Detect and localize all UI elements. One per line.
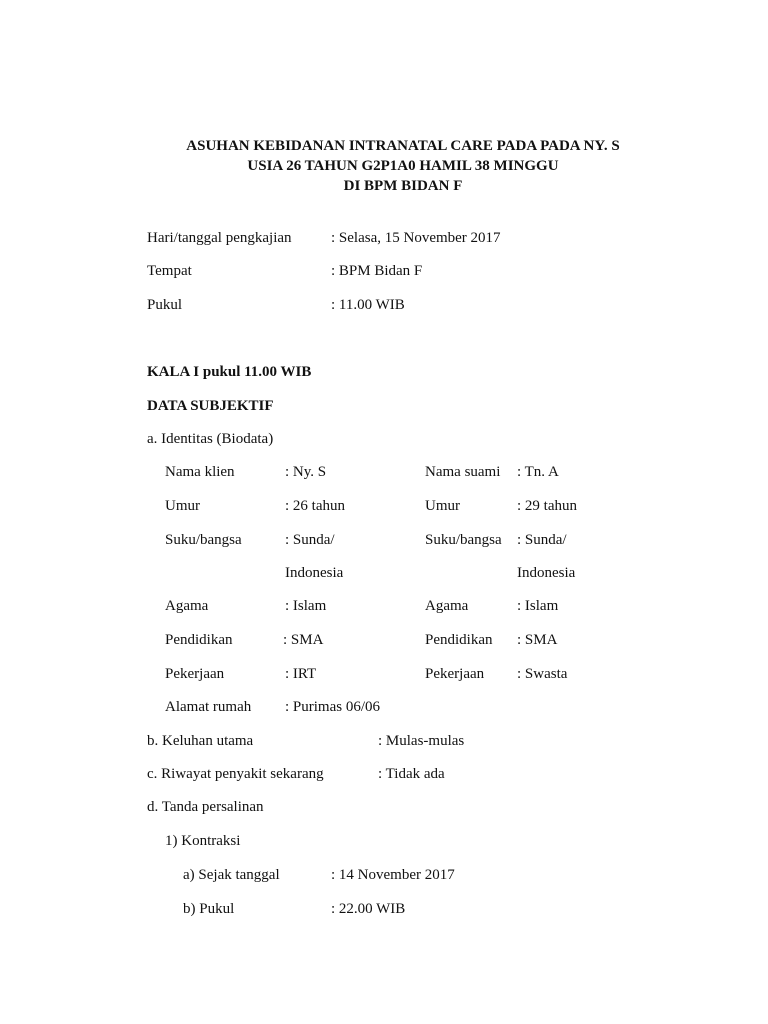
tanda-heading: d. Tanda persalinan bbox=[147, 799, 264, 815]
field-label: Umur bbox=[165, 498, 200, 514]
field-value: : Sunda/ bbox=[517, 532, 567, 548]
keluhan-value: : Mulas-mulas bbox=[378, 733, 465, 749]
info-value-time: : 11.00 WIB bbox=[331, 297, 405, 313]
field-label: Alamat rumah bbox=[165, 699, 252, 715]
field-value: : Islam bbox=[285, 598, 327, 614]
field-label: Agama bbox=[425, 598, 469, 614]
section-subjektif-heading: DATA SUBJEKTIF bbox=[147, 398, 274, 414]
info-value-place: : BPM Bidan F bbox=[331, 263, 423, 279]
field-label: Pendidikan bbox=[165, 632, 233, 648]
riwayat-value: : Tidak ada bbox=[378, 766, 445, 782]
identitas-heading: a. Identitas (Biodata) bbox=[147, 431, 274, 447]
field-label: Suku/bangsa bbox=[165, 532, 242, 548]
title-line-3: DI BPM BIDAN F bbox=[343, 178, 463, 194]
section-kala-heading: KALA I pukul 11.00 WIB bbox=[147, 364, 312, 380]
riwayat-label: c. Riwayat penyakit sekarang bbox=[147, 766, 324, 782]
field-label: Pendidikan bbox=[425, 632, 493, 648]
title-line-1: ASUHAN KEBIDANAN INTRANATAL CARE PADA PADA NY. S bbox=[186, 138, 620, 154]
field-label: Agama bbox=[165, 598, 209, 614]
field-label: Umur bbox=[425, 498, 460, 514]
field-label: Pekerjaan bbox=[165, 666, 225, 682]
field-label: Nama suami bbox=[425, 464, 501, 480]
tanda-item-label: a) Sejak tanggal bbox=[183, 867, 280, 883]
field-value: : 29 tahun bbox=[517, 498, 577, 514]
field-label: Pekerjaan bbox=[425, 666, 485, 682]
field-value: : Swasta bbox=[517, 666, 568, 682]
info-label-time: Pukul bbox=[147, 297, 183, 313]
field-value: : Islam bbox=[517, 598, 559, 614]
field-value: : Purimas 06/06 bbox=[285, 699, 381, 715]
field-value: : SMA bbox=[283, 632, 324, 648]
info-label-date: Hari/tanggal pengkajian bbox=[147, 230, 292, 246]
tanda-item-label: b) Pukul bbox=[183, 901, 235, 917]
tanda-item-value: : 14 November 2017 bbox=[331, 867, 455, 883]
field-label: Nama klien bbox=[165, 464, 235, 480]
info-value-date: : Selasa, 15 November 2017 bbox=[331, 230, 501, 246]
field-value: : Ny. S bbox=[285, 464, 327, 480]
field-value: : Sunda/ bbox=[285, 532, 335, 548]
field-value-continued: Indonesia bbox=[517, 565, 576, 581]
info-label-place: Tempat bbox=[147, 263, 192, 279]
field-value: : IRT bbox=[285, 666, 317, 682]
tanda-subheading: 1) Kontraksi bbox=[165, 833, 241, 849]
field-value: : 26 tahun bbox=[285, 498, 345, 514]
field-label: Suku/bangsa bbox=[425, 532, 502, 548]
field-value: : Tn. A bbox=[517, 464, 559, 480]
tanda-item-value: : 22.00 WIB bbox=[331, 901, 406, 917]
field-value-continued: Indonesia bbox=[285, 565, 344, 581]
title-line-2: USIA 26 TAHUN G2P1A0 HAMIL 38 MINGGU bbox=[247, 158, 559, 174]
field-value: : SMA bbox=[517, 632, 558, 648]
keluhan-label: b. Keluhan utama bbox=[147, 733, 254, 749]
